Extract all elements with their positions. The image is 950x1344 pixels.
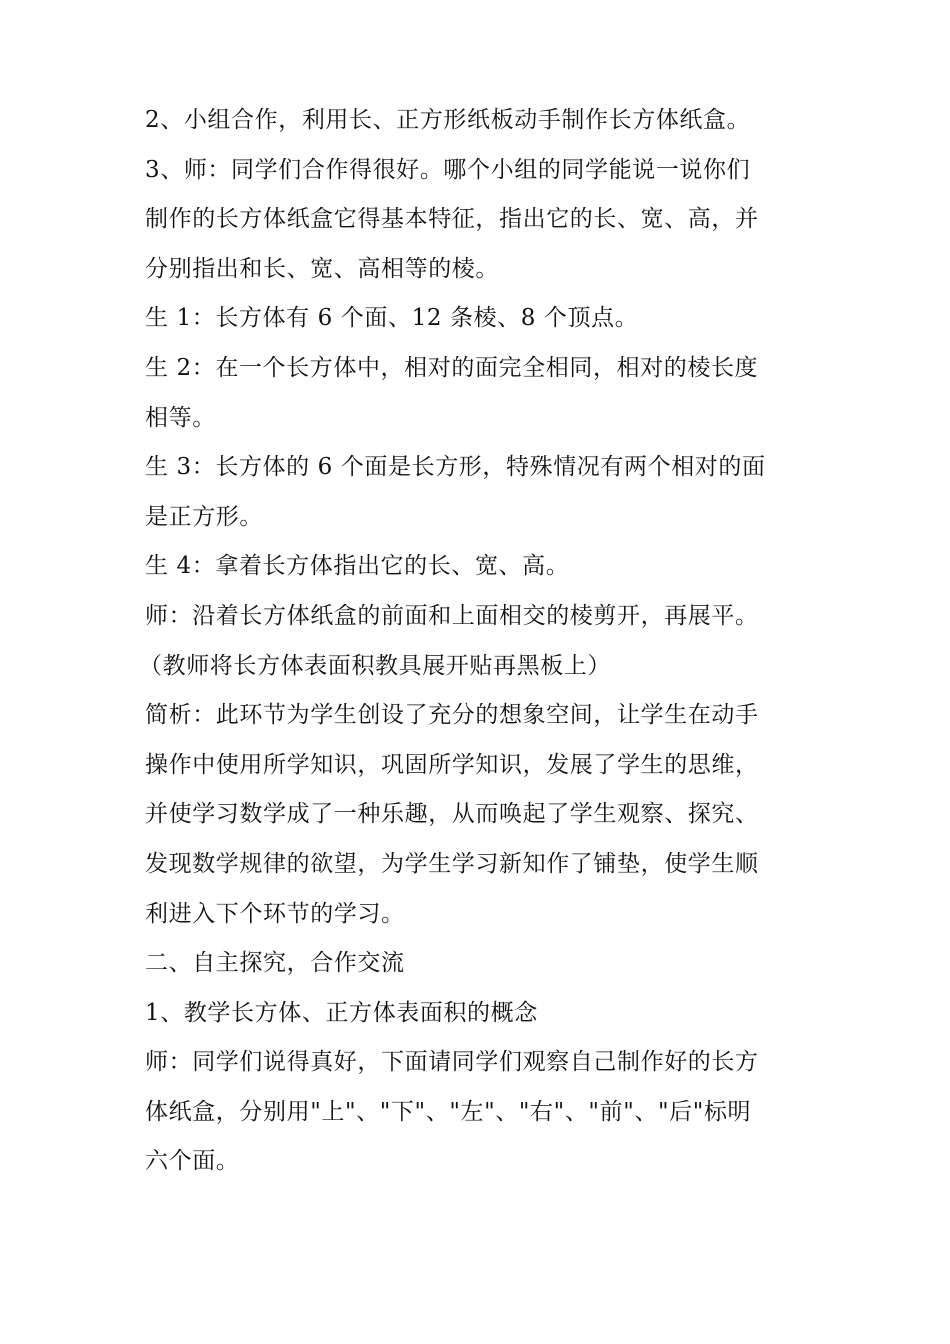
text-line: 生 1：长方体有 6 个面、12 条棱、8 个顶点。 [145, 305, 639, 332]
text-line: 操作中使用所学知识，巩固所学知识，发展了学生的思维， [145, 751, 759, 778]
text-line: 六个面。 [145, 1148, 240, 1175]
text-line: 发现数学规律的欲望，为学生学习新知作了铺垫，使学生顺 [145, 850, 759, 877]
text-line: 简析：此环节为学生创设了充分的想象空间，让学生在动手 [145, 702, 759, 729]
subsection-heading: 1、教学长方体、正方体表面积的概念 [145, 999, 538, 1026]
text-line: 体纸盒，分别用"上"、"下"、"左"、"右"、"前"、"后"标明 [145, 1098, 752, 1125]
text-line: 制作的长方体纸盒它得基本特征，指出它的长、宽、高，并 [145, 206, 759, 233]
text-line: 生 2：在一个长方体中，相对的面完全相同，相对的棱长度 [145, 354, 759, 381]
text-line: 是正方形。 [145, 503, 263, 530]
text-line: 2、小组合作，利用长、正方形纸板动手制作长方体纸盒。 [145, 107, 751, 133]
document-body [139, 96, 825, 1187]
section-heading: 二、自主探究，合作交流 [145, 950, 405, 977]
text-line: 利进入下个环节的学习。 [145, 900, 405, 927]
text-line: 分别指出和长、宽、高相等的棱。 [145, 255, 499, 282]
text-line: 师：同学们说得真好，下面请同学们观察自己制作好的长方 [145, 1049, 759, 1076]
text-line: 3、师：同学们合作得很好。哪个小组的同学能说一说你们 [145, 156, 751, 183]
text-line: 相等。 [145, 404, 216, 431]
text-line: 并使学习数学成了一种乐趣，从而唤起了学生观察、探究、 [145, 801, 759, 828]
text-line: （教师将长方体表面积教具展开贴再黑板上） [139, 652, 611, 679]
text-line: 生 4：拿着长方体指出它的长、宽、高。 [145, 553, 570, 580]
text-line: 生 3：长方体的 6 个面是长方形，特殊情况有两个相对的面 [145, 454, 766, 481]
text-line: 师：沿着长方体纸盒的前面和上面相交的棱剪开，再展平。 [145, 602, 759, 629]
